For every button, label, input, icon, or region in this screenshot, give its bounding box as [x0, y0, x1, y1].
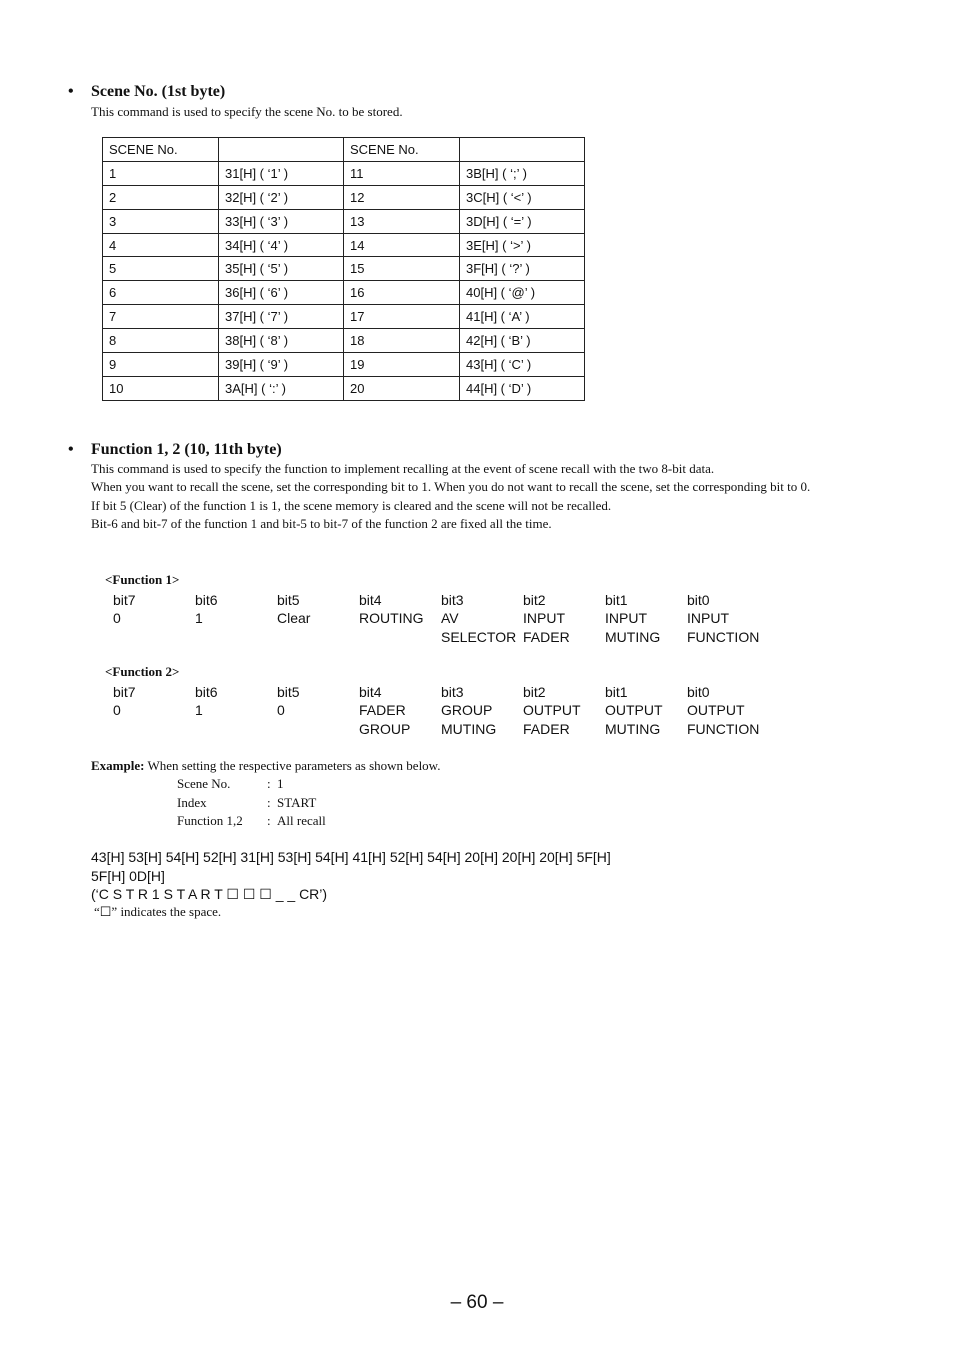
- table-cell: 12: [344, 185, 460, 209]
- example-intro: [91, 757, 440, 776]
- bit-value: INPUT: [687, 610, 729, 627]
- bit-value: AV: [441, 610, 459, 627]
- table-row: [103, 281, 585, 305]
- example-label: Example:: [91, 758, 145, 773]
- space-note: “☐” indicates the space.: [94, 904, 222, 919]
- table-row: [103, 305, 585, 329]
- bit-column: [605, 683, 663, 738]
- header-cell: [219, 138, 344, 162]
- table-cell: 37[H] ( ‘7’ ): [219, 305, 344, 329]
- header-cell: [460, 138, 585, 162]
- bit-label: bit0: [687, 684, 710, 700]
- table-cell: 4: [103, 233, 219, 257]
- bit-value: [277, 628, 310, 646]
- table-cell: 3B[H] ( ‘;’ ): [460, 161, 585, 185]
- bit-label: bit7: [113, 592, 136, 608]
- scene-heading-text: Scene No. (1st byte): [91, 83, 226, 100]
- table-cell: 44[H] ( ‘D’ ): [460, 376, 585, 400]
- bit-column: [441, 591, 516, 646]
- table-cell: 3: [103, 209, 219, 233]
- bit-value: MUTING: [605, 628, 661, 645]
- table-cell: 17: [344, 305, 460, 329]
- bit-label: bit6: [195, 684, 218, 700]
- bit-column: [113, 591, 136, 646]
- function-paragraph: If bit 5 (Clear) of the function 1 is 1, the scene memory is cleared and the scene will not be recalled.: [91, 497, 612, 513]
- table-cell: 3D[H] ( ‘=’ ): [460, 209, 585, 233]
- bit-label: bit3: [441, 592, 464, 608]
- bit-column: [277, 591, 310, 646]
- table-cell: 35[H] ( ‘5’ ): [219, 257, 344, 281]
- example-code-bytes: [91, 848, 651, 904]
- scene-table-body: [103, 138, 585, 401]
- table-cell: 39[H] ( ‘9’ ): [219, 353, 344, 377]
- function-description: [91, 460, 881, 534]
- table-cell: 40[H] ( ‘@’ ): [460, 281, 585, 305]
- table-cell: 20: [344, 376, 460, 400]
- table-row: [103, 329, 585, 353]
- bit-value: FADER: [523, 628, 570, 645]
- header-cell: SCENE No.: [103, 138, 219, 162]
- code-line: 5F[H] 0D[H]: [91, 867, 165, 884]
- code-line: 43[H] 53[H] 54[H] 52[H] 31[H] 53[H] 54[H] 41[H] 52[H] 54[H] 20[H] 20[H] 20[H] 5F[H]: [91, 849, 611, 865]
- bit-label: bit0: [687, 592, 710, 608]
- bit-column: [687, 683, 759, 738]
- table-row: [103, 209, 585, 233]
- bit-value: GROUP: [441, 702, 493, 719]
- bit-label: bit5: [277, 592, 300, 608]
- bit-value: FADER: [523, 720, 570, 737]
- bit-value: 1: [195, 702, 203, 719]
- bit-value: [195, 720, 218, 738]
- param-name: Index: [177, 794, 207, 810]
- scene-number-table: [102, 137, 585, 401]
- table-cell: 33[H] ( ‘3’ ): [219, 209, 344, 233]
- bit-label: bit2: [523, 684, 546, 700]
- table-row: [103, 161, 585, 185]
- bit-value: GROUP: [359, 720, 411, 737]
- table-cell: 41[H] ( ‘A’ ): [460, 305, 585, 329]
- bit-value: 0: [277, 702, 285, 719]
- bit-label: bit4: [359, 684, 382, 700]
- bit-value: ROUTING: [359, 610, 424, 627]
- table-cell: 3E[H] ( ‘>’ ): [460, 233, 585, 257]
- table-cell: 5: [103, 257, 219, 281]
- bit-value: [113, 720, 136, 738]
- page-number: – 60 –: [450, 1292, 504, 1313]
- bit-value: [359, 628, 424, 646]
- table-cell: 15: [344, 257, 460, 281]
- bit-label: bit1: [605, 592, 628, 608]
- bit-value: [277, 720, 300, 738]
- bit-column: [195, 591, 218, 646]
- function2-title: <Function 2>: [105, 664, 180, 679]
- function1-title: <Function 1>: [105, 572, 180, 587]
- table-cell: 11: [344, 161, 460, 185]
- bit-label: bit6: [195, 592, 218, 608]
- bit-label: bit4: [359, 592, 382, 608]
- example-param-row: [177, 794, 326, 813]
- bit-label: bit5: [277, 684, 300, 700]
- table-cell: 38[H] ( ‘8’ ): [219, 329, 344, 353]
- bit-value: MUTING: [441, 720, 497, 737]
- bit-value: OUTPUT: [687, 702, 745, 719]
- table-cell: 36[H] ( ‘6’ ): [219, 281, 344, 305]
- bit-value: OUTPUT: [605, 702, 663, 719]
- bit-label: bit7: [113, 684, 136, 700]
- bit-value: OUTPUT: [523, 702, 581, 719]
- bit-value: [113, 628, 136, 646]
- bit-column: [523, 591, 570, 646]
- table-row: [103, 185, 585, 209]
- bullet: •: [68, 441, 74, 458]
- table-row: [103, 353, 585, 377]
- bit-label: bit2: [523, 592, 546, 608]
- example-parameters: [177, 775, 326, 831]
- bit-value: FADER: [359, 702, 406, 719]
- example-param-row: [177, 775, 326, 794]
- bit-column: [441, 683, 496, 738]
- bit-column: [523, 683, 581, 738]
- bit-value: SELECTOR: [441, 628, 517, 645]
- code-line: (‘C S T R 1 S T A R T ☐ ☐ ☐ _ _ CR’): [91, 886, 328, 902]
- example-text: When setting the respective parameters as shown below.: [144, 758, 441, 773]
- example-param-row: [177, 812, 326, 831]
- bit-column: [113, 683, 136, 738]
- bit-column: [605, 591, 660, 646]
- table-cell: 6: [103, 281, 219, 305]
- table-cell: 3F[H] ( ‘?’ ): [460, 257, 585, 281]
- bit-column: [195, 683, 218, 738]
- table-cell: 3C[H] ( ‘<’ ): [460, 185, 585, 209]
- bit-column: [687, 591, 759, 646]
- bullet: •: [68, 83, 74, 100]
- bit-value: 1: [195, 610, 203, 627]
- table-cell: 14: [344, 233, 460, 257]
- function-section-heading: [68, 441, 282, 459]
- param-colon: :: [267, 813, 271, 828]
- function-heading-text: Function 1, 2 (10, 11th byte): [91, 441, 282, 458]
- table-cell: 7: [103, 305, 219, 329]
- table-cell: 3A[H] ( ‘:’ ): [219, 376, 344, 400]
- scene-description: [91, 103, 881, 121]
- header-cell: SCENE No.: [344, 138, 460, 162]
- bit-column: [359, 683, 410, 738]
- scene-section-heading: [68, 83, 225, 101]
- table-cell: 19: [344, 353, 460, 377]
- param-value: 1: [277, 776, 284, 791]
- bit-label: bit1: [605, 684, 628, 700]
- table-cell: 18: [344, 329, 460, 353]
- table-row: [103, 233, 585, 257]
- table-cell: 43[H] ( ‘C’ ): [460, 353, 585, 377]
- table-cell: 8: [103, 329, 219, 353]
- param-colon: :: [267, 794, 271, 810]
- bit-value: FUNCTION: [687, 628, 760, 645]
- table-row: [103, 376, 585, 400]
- table-cell: 10: [103, 376, 219, 400]
- table-cell: 16: [344, 281, 460, 305]
- table-row: [103, 257, 585, 281]
- bit-value: FUNCTION: [687, 720, 760, 737]
- table-cell: 32[H] ( ‘2’ ): [219, 185, 344, 209]
- table-cell: 2: [103, 185, 219, 209]
- bit-column: [359, 591, 424, 646]
- param-value: All recall: [277, 813, 326, 828]
- table-cell: 1: [103, 161, 219, 185]
- table-cell: 31[H] ( ‘1’ ): [219, 161, 344, 185]
- param-name: Function 1,2: [177, 813, 243, 828]
- bit-value: INPUT: [605, 610, 647, 627]
- scene-description-text: This command is used to specify the scene No. to be stored.: [91, 104, 403, 119]
- table-cell: 13: [344, 209, 460, 233]
- function-paragraph: When you want to recall the scene, set the corresponding bit to 1. When you do not want to recall the scene, set the corresponding bit to 0.: [91, 479, 811, 495]
- function-paragraph: This command is used to specify the function to implement recalling at the event of scene recall with the two 8-bit data.: [91, 461, 715, 476]
- bit-value: 0: [113, 610, 121, 627]
- table-header-row: [103, 138, 585, 162]
- bit-value: 0: [113, 702, 121, 719]
- param-name: Scene No.: [177, 776, 231, 791]
- table-cell: 34[H] ( ‘4’ ): [219, 233, 344, 257]
- bit-value: MUTING: [605, 720, 661, 737]
- table-cell: 42[H] ( ‘B’ ): [460, 329, 585, 353]
- bit-label: bit3: [441, 684, 464, 700]
- bit-column: [277, 683, 300, 738]
- bit-value: [195, 628, 218, 646]
- function-paragraph: Bit-6 and bit-7 of the function 1 and bit-5 to bit-7 of the function 2 are fixed all the time.: [91, 516, 552, 532]
- table-cell: 9: [103, 353, 219, 377]
- param-colon: :: [267, 776, 271, 791]
- param-value: START: [277, 794, 317, 810]
- bit-value: INPUT: [523, 610, 565, 627]
- bit-value: Clear: [277, 610, 311, 627]
